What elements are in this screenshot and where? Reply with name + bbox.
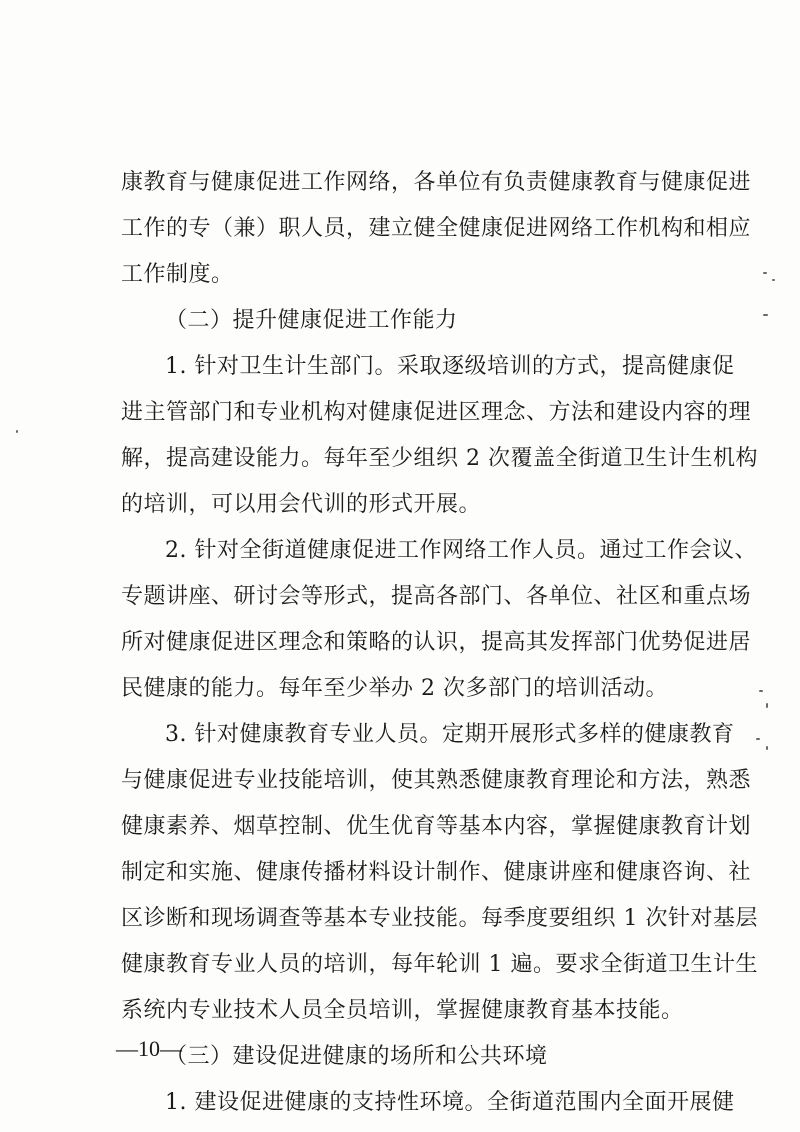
paragraph-line: 进主管部门和专业机构对健康促进区理念、方法和建设内容的理 — [121, 400, 752, 425]
scan-speck — [766, 746, 768, 750]
paragraph-line: 解，提高建设能力。每年至少组织 2 次覆盖全街道卫生计生机构 — [121, 446, 758, 471]
scan-speck — [763, 272, 767, 274]
paragraph-line: 2. 针对全街道健康促进工作网络工作人员。通过工作会议、 — [165, 538, 757, 563]
body-text — [121, 160, 758, 1126]
paragraph-line: 3. 针对健康教育专业人员。定期开展形式多样的健康教育 — [165, 722, 735, 747]
paragraph-line: 区诊断和现场调查等基本专业技能。每季度要组织 1 次针对基层 — [121, 906, 758, 931]
paragraph-line: 康教育与健康促进工作网络，各单位有负责健康教育与健康促进 — [121, 170, 752, 195]
scan-speck — [16, 430, 18, 433]
section-heading: （三）建设促进健康的场所和公共环境 — [165, 1044, 548, 1069]
paragraph-line: 系统内专业技术人员全员培训，掌握健康教育基本技能。 — [121, 998, 684, 1023]
scan-speck — [766, 703, 768, 708]
paragraph-line: 健康素养、烟草控制、优生优育等基本内容，掌握健康教育计划 — [121, 814, 752, 839]
paragraph-line: 工作制度。 — [121, 262, 234, 287]
paragraph-line: 民健康的能力。每年至少举办 2 次多部门的培训活动。 — [121, 676, 668, 701]
paragraph-line: 健康教育专业人员的培训，每年轮训 1 遍。要求全街道卫生计生 — [121, 952, 758, 977]
paragraph-line: 制定和实施、健康传播材料设计制作、健康讲座和健康咨询、社 — [121, 860, 752, 885]
scan-speck — [756, 738, 760, 740]
scan-speck — [763, 314, 768, 316]
paragraph-line: 专题讲座、研讨会等形式，提高各部门、各单位、社区和重点场 — [121, 584, 752, 609]
scan-speck — [759, 690, 763, 692]
paragraph-line: 所对健康促进区理念和策略的认识，提高其发挥部门优势促进居 — [121, 630, 752, 655]
paragraph-line: 1. 针对卫生计生部门。采取逐级培训的方式，提高健康促 — [165, 354, 735, 379]
scan-speck — [772, 279, 775, 281]
paragraph-line: 的培训，可以用会代训的形式开展。 — [121, 492, 482, 517]
section-heading: （二）提升健康促进工作能力 — [165, 308, 458, 333]
paragraph-line: 1. 建设促进健康的支持性环境。全街道范围内全面开展健 — [165, 1090, 735, 1115]
paragraph-line: 工作的专（兼）职人员，建立健全健康促进网络工作机构和相应 — [121, 216, 752, 241]
paragraph-line: 与健康促进专业技能培训，使其熟悉健康教育理论和方法，熟悉 — [121, 768, 752, 793]
page-number: —10— — [116, 1036, 182, 1061]
